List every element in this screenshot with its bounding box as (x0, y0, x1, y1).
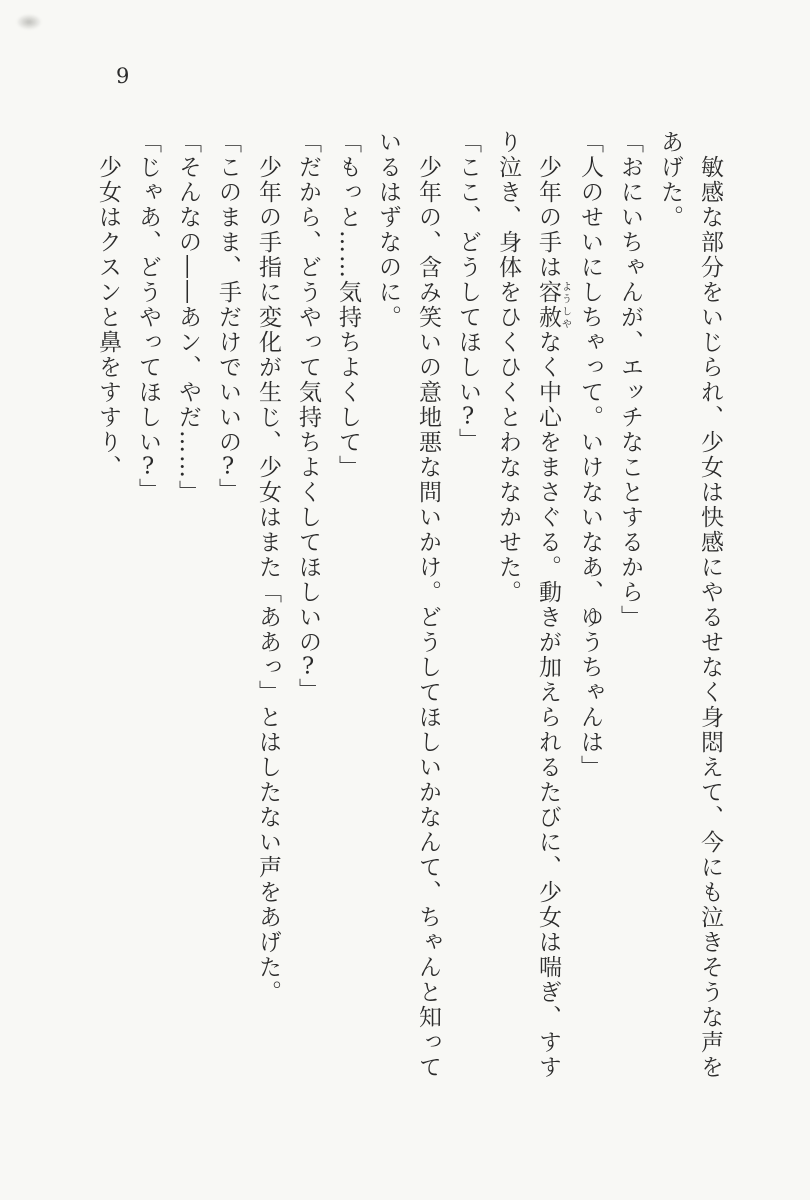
text-line-6: り泣き、身体をひくひくとわななかせた。 (495, 130, 521, 605)
text-line-3: 「おにいちゃんが、エッチなことするから」 (617, 130, 643, 630)
text-line-4: 「人のせいにしちゃって。いけないなあ、ゆうちゃんは」 (577, 130, 603, 780)
text-line-5: 少年の手は容赦ようしやなく中心をまさぐる。動きが加えられるたびに、少女は喘ぎ、すす (535, 155, 571, 1080)
text-line-8: 少年の、含み笑いの意地悪な問いかけ。どうしてほしいかなんて、ちゃんと知って (415, 155, 441, 1080)
vertical-text-block (88, 130, 730, 1080)
upright-question-mark: ? (221, 455, 235, 478)
upright-question-mark: ? (141, 455, 155, 478)
text-line-2: あげた。 (657, 130, 683, 230)
text-line-14: 「そんなの――あン、やだ……」 (175, 130, 201, 505)
page-number: 9 (116, 64, 131, 88)
text-line-15: 「じゃあ、どうやってほしい?」 (135, 130, 161, 503)
text-line-1: 敏感な部分をいじられ、少女は快感にやるせなく身悶えて、今にも泣きそうな声を (697, 155, 723, 1080)
furigana-annotated-word: 容赦ようしや (535, 280, 571, 330)
text-line-16: 少女はクスンと鼻をすすり、 (95, 155, 121, 480)
text-line-9: いるはずなのに。 (375, 130, 401, 330)
text-line-10: 「もっと……気持ちよくして」 (335, 130, 361, 480)
scan-smudge-artifact (16, 14, 42, 30)
text-line-7: 「ここ、どうしてほしい?」 (455, 130, 481, 453)
upright-question-mark: ? (301, 655, 315, 678)
upright-question-mark: ? (461, 405, 475, 428)
text-line-12: 少年の手指に変化が生じ、少女はまた「ああっ」とはしたない声をあげた。 (255, 155, 281, 1005)
text-line-11: 「だから、どうやって気持ちよくしてほしいの?」 (295, 130, 321, 703)
text-line-13: 「このまま、手だけでいいの?」 (215, 130, 241, 503)
